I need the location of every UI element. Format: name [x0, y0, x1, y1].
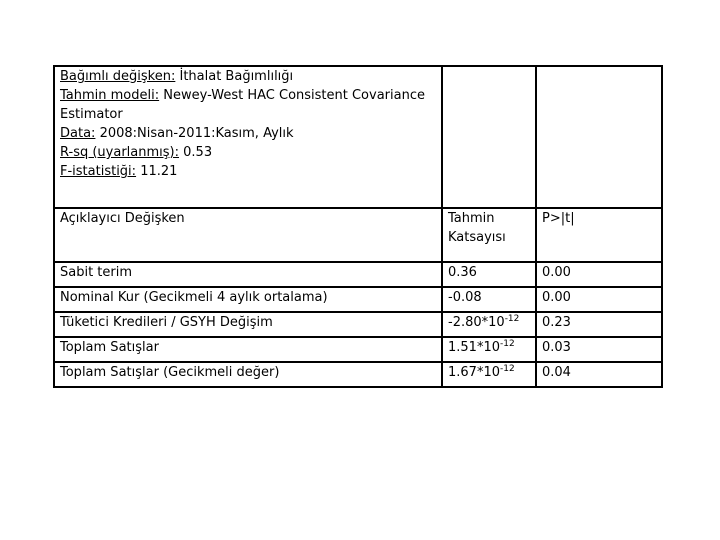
coefficient-value: -2.80*10 [448, 315, 505, 330]
table-row [54, 337, 662, 362]
pvalue-cell: 0.03 [536, 337, 662, 362]
model-info-row [54, 66, 662, 208]
coefficient-header-line1: Tahmin [448, 211, 495, 226]
data-period-line [60, 124, 441, 143]
coefficient-value: -0.08 [448, 290, 482, 305]
variable-column-header: Açıklayıcı Değişken [54, 208, 442, 262]
r-squared-line [60, 143, 441, 162]
model-info-cell [54, 66, 442, 208]
r-squared-value: 0.53 [183, 145, 213, 160]
coefficient-value: 1.51*10 [448, 340, 500, 355]
f-statistic-line [60, 162, 441, 181]
coefficient-exponent: -12 [500, 339, 515, 349]
coefficient-cell [442, 312, 536, 337]
table-row [54, 287, 662, 312]
empty-header-cell [442, 66, 536, 208]
table-row [54, 262, 662, 287]
empty-header-cell [536, 66, 662, 208]
r-squared-label: R-sq (uyarlanmış): [60, 145, 179, 160]
variable-cell: Toplam Satışlar [54, 337, 442, 362]
variable-cell: Nominal Kur (Gecikmeli 4 aylık ortalama) [54, 287, 442, 312]
variable-cell: Tüketici Kredileri / GSYH Değişim [54, 312, 442, 337]
table-row [54, 362, 662, 387]
model-value: Newey-West HAC Consistent Covariance Estimator [60, 88, 425, 122]
pvalue-cell: 0.23 [536, 312, 662, 337]
pvalue-cell: 0.00 [536, 262, 662, 287]
coefficient-cell [442, 262, 536, 287]
model-label: Tahmin modeli: [60, 88, 160, 103]
variable-cell: Sabit terim [54, 262, 442, 287]
regression-results-table [53, 65, 663, 388]
dependent-variable-line [60, 67, 441, 86]
table-row [54, 312, 662, 337]
coefficient-cell [442, 362, 536, 387]
data-period-label: Data: [60, 126, 96, 141]
coefficient-exponent: -12 [500, 364, 515, 374]
pvalue-cell: 0.00 [536, 287, 662, 312]
coefficient-cell [442, 337, 536, 362]
pvalue-column-header: P>|t| [536, 208, 662, 262]
coefficient-header-line2: Katsayısı [448, 230, 506, 245]
coefficient-value: 1.67*10 [448, 365, 500, 380]
f-statistic-value: 11.21 [140, 164, 178, 179]
variable-cell: Toplam Satışlar (Gecikmeli değer) [54, 362, 442, 387]
coefficient-exponent: -12 [504, 314, 520, 324]
coefficient-column-header [442, 208, 536, 262]
coefficient-cell [442, 287, 536, 312]
pvalue-cell: 0.04 [536, 362, 662, 387]
column-header-row [54, 208, 662, 262]
data-period-value: 2008:Nisan-2011:Kasım, Aylık [99, 126, 294, 141]
dependent-variable-value: İthalat Bağımlılığı [179, 69, 294, 84]
model-line [60, 86, 441, 124]
coefficient-value: 0.36 [448, 265, 477, 280]
f-statistic-label: F-istatistiği: [60, 164, 137, 179]
dependent-variable-label: Bağımlı değişken: [60, 69, 176, 84]
